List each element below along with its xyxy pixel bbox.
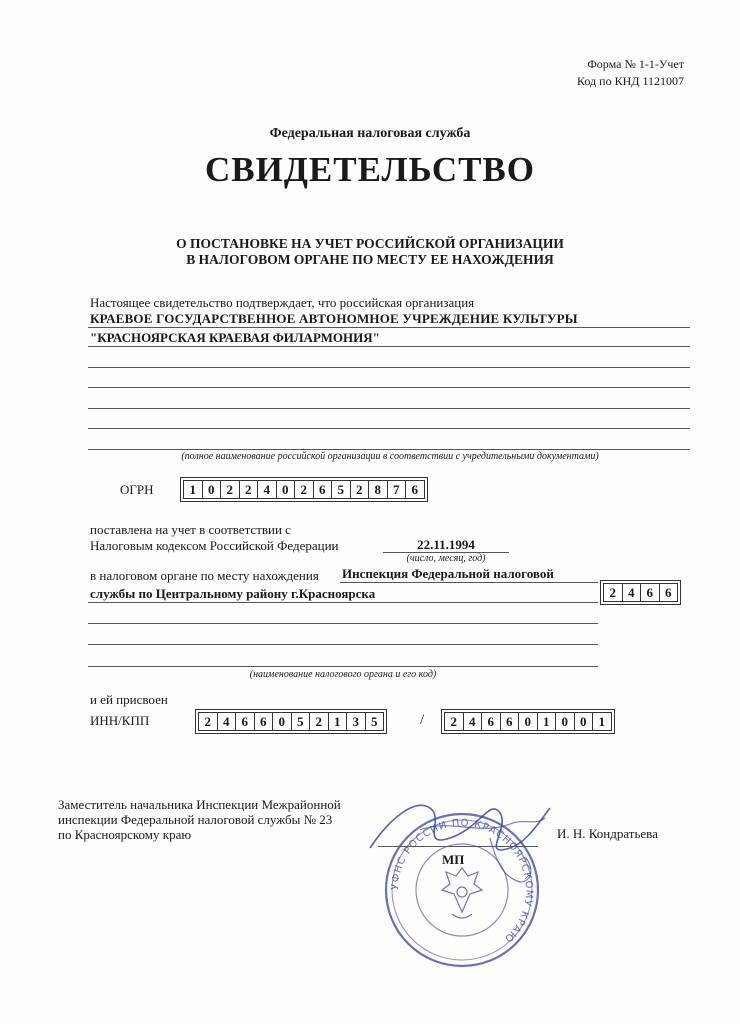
tax-authority-name-line-2: службы по Центральному району г.Красноярска bbox=[90, 586, 376, 601]
issuer-name: Федеральная налоговая служба bbox=[269, 126, 471, 141]
tax-authority-caption: (наименование налогового органа и его код) bbox=[249, 669, 437, 680]
ogrn-cells bbox=[180, 477, 428, 502]
stamp-text: УФНС РОССИИ ПО КРАСНОЯРСКОМУ КРАЮ bbox=[389, 817, 535, 945]
ogrn-digit-cell: 8 bbox=[368, 480, 388, 499]
ogrn-digit-cell: 4 bbox=[257, 480, 277, 499]
assigned-label: и ей присвоен bbox=[90, 692, 168, 707]
form-number: Форма № 1-1-Учет bbox=[587, 57, 684, 71]
organization-caption: (полное наименование российской организации в соответствии с учредительными документами) bbox=[181, 451, 599, 462]
registration-line-2: Налоговым кодексом Российской Федерации bbox=[90, 538, 339, 553]
kpp-cells bbox=[441, 709, 615, 734]
inn-kpp-label: ИНН/КПП bbox=[90, 713, 150, 728]
kpp-digit-cell: 6 bbox=[500, 712, 520, 731]
org-line-5 bbox=[88, 408, 690, 409]
registration-line-1: поставлена на учет в соответствии с bbox=[90, 522, 291, 537]
ogrn-digit-cell: 7 bbox=[387, 480, 407, 499]
kpp-digit-cell: 4 bbox=[463, 712, 483, 731]
kpp-digit-cell: 2 bbox=[444, 712, 464, 731]
tax-code-digit-cell: 4 bbox=[622, 583, 642, 602]
inn-digit-cell: 5 bbox=[365, 712, 385, 731]
tax-authority-label: в налоговом органе по месту нахождения bbox=[90, 568, 319, 583]
org-line-6 bbox=[88, 428, 690, 429]
ogrn-label: ОГРН bbox=[120, 482, 154, 497]
inn-digit-cell: 0 bbox=[272, 712, 292, 731]
ogrn-digit-cell: 0 bbox=[202, 480, 222, 499]
inn-digit-cell: 1 bbox=[328, 712, 348, 731]
signatory-name: И. Н. Кондратьева bbox=[557, 826, 658, 841]
inn-digit-cell: 5 bbox=[291, 712, 311, 731]
tax-code-digit-cell: 6 bbox=[659, 583, 679, 602]
inn-digit-cell: 2 bbox=[309, 712, 329, 731]
inn-cells bbox=[195, 709, 387, 734]
knd-code: Код по КНД 1121007 bbox=[577, 74, 684, 88]
ogrn-digit-cell: 2 bbox=[239, 480, 259, 499]
tax-authority-name-line-1: Инспекция Федеральной налоговой bbox=[342, 566, 554, 581]
organization-name-line-1: КРАЕВОЕ ГОСУДАРСТВЕННОЕ АВТОНОМНОЕ УЧРЕЖДЕНИЕ КУЛЬТУРЫ bbox=[90, 311, 578, 326]
tax-line-5 bbox=[88, 666, 598, 667]
tax-line-4 bbox=[88, 644, 598, 645]
ogrn-digit-cell: 2 bbox=[350, 480, 370, 499]
tax-code-digit-cell: 2 bbox=[603, 583, 623, 602]
mp-label: МП bbox=[442, 852, 465, 867]
kpp-digit-cell: 0 bbox=[518, 712, 538, 731]
date-caption: (число, месяц, год) bbox=[406, 553, 486, 564]
inn-digit-cell: 6 bbox=[254, 712, 274, 731]
registration-date: 22.11.1994 bbox=[417, 537, 475, 552]
subtitle-line-2: В НАЛОГОВОМ ОРГАНЕ ПО МЕСТУ ЕЕ НАХОЖДЕНИЯ bbox=[186, 252, 554, 267]
ogrn-digit-cell: 2 bbox=[294, 480, 314, 499]
tax-line-1 bbox=[340, 582, 598, 583]
kpp-digit-cell: 1 bbox=[592, 712, 612, 731]
inn-digit-cell: 3 bbox=[346, 712, 366, 731]
org-line-7 bbox=[88, 449, 690, 450]
document-subtitle bbox=[0, 236, 740, 268]
document-title: СВИДЕТЕЛЬСТВО bbox=[204, 150, 536, 189]
ogrn-digit-cell: 5 bbox=[331, 480, 351, 499]
inn-digit-cell: 4 bbox=[217, 712, 237, 731]
inn-digit-cell: 6 bbox=[235, 712, 255, 731]
ogrn-digit-cell: 0 bbox=[276, 480, 296, 499]
org-line-3 bbox=[88, 367, 690, 368]
inn-digit-cell: 2 bbox=[198, 712, 218, 731]
ogrn-digit-cell: 1 bbox=[183, 480, 203, 499]
organization-intro: Настоящее свидетельство подтверждает, что российская организация bbox=[90, 295, 475, 310]
subtitle-line-1: О ПОСТАНОВКЕ НА УЧЕТ РОССИЙСКОЙ ОРГАНИЗАЦИИ bbox=[176, 236, 564, 251]
form-header bbox=[577, 56, 684, 90]
organization-name-line-2: "КРАСНОЯРСКАЯ КРАЕВАЯ ФИЛАРМОНИЯ" bbox=[90, 330, 380, 345]
kpp-digit-cell: 0 bbox=[555, 712, 575, 731]
org-line-2 bbox=[88, 346, 690, 347]
ogrn-digit-cell: 6 bbox=[313, 480, 333, 499]
org-line-4 bbox=[88, 387, 690, 388]
signatory-line-2: инспекции Федеральной налоговой службы № 23 bbox=[58, 812, 333, 827]
org-line-1 bbox=[88, 327, 690, 328]
inn-kpp-separator: / bbox=[420, 712, 425, 728]
tax-line-2 bbox=[88, 602, 598, 603]
tax-line-3 bbox=[88, 623, 598, 624]
tax-authority-code-cells bbox=[600, 580, 681, 605]
tax-code-digit-cell: 6 bbox=[640, 583, 660, 602]
kpp-digit-cell: 0 bbox=[574, 712, 594, 731]
signatory-line-1: Заместитель начальника Инспекции Межрайонной bbox=[58, 797, 341, 812]
kpp-digit-cell: 1 bbox=[537, 712, 557, 731]
signatory-line-3: по Красноярскому краю bbox=[58, 827, 192, 842]
ogrn-digit-cell: 6 bbox=[405, 480, 425, 499]
signatory-position bbox=[58, 797, 341, 842]
ogrn-digit-cell: 2 bbox=[220, 480, 240, 499]
handwritten-signature bbox=[360, 778, 560, 888]
kpp-digit-cell: 6 bbox=[481, 712, 501, 731]
